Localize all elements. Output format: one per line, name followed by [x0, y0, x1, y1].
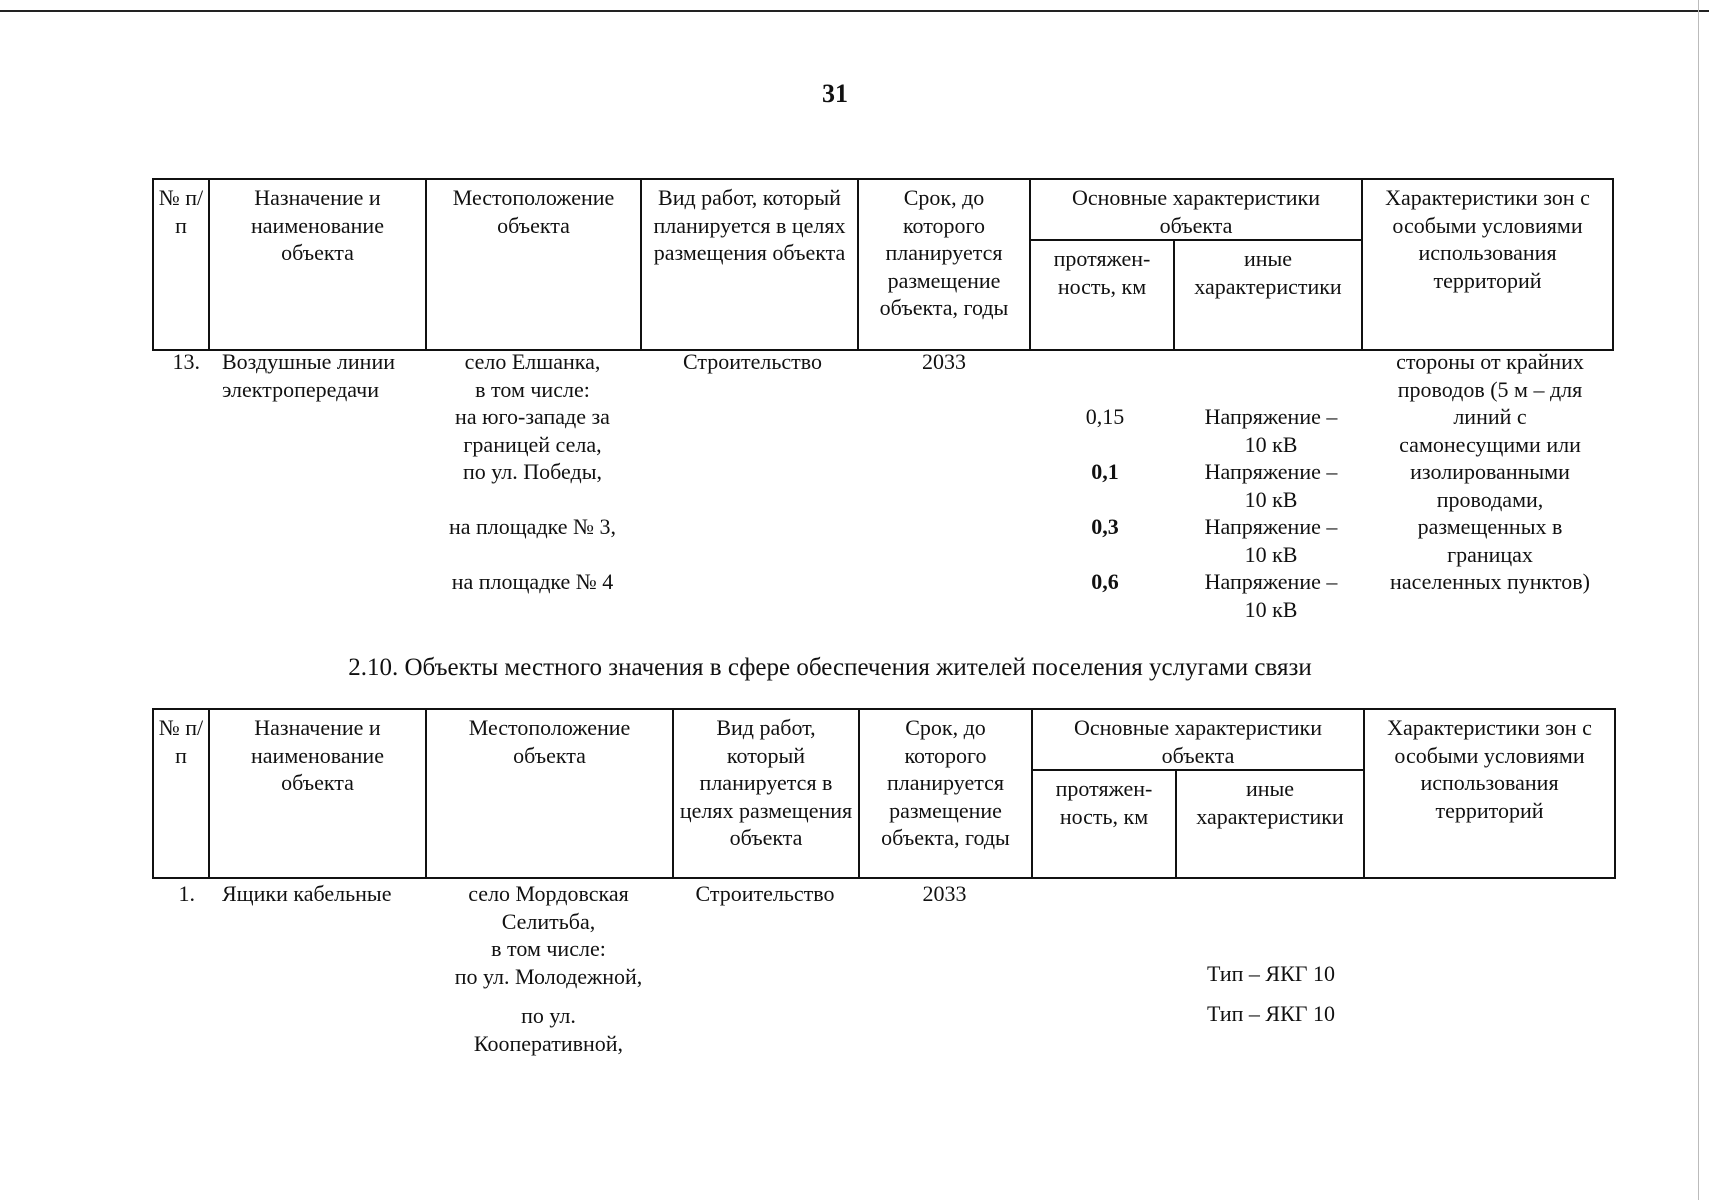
header-name: Назначение и наименование объекта	[209, 709, 426, 878]
header-deadline: Срок, до которого планируется размещение объекта, годы	[858, 179, 1030, 350]
t1-name-line: Воздушные линии	[222, 349, 395, 374]
header-other: иные характеристики	[1174, 240, 1362, 350]
t1-location-line: село Елшанка,	[464, 349, 601, 374]
t1-zones-line: проводов (5 м – для	[1397, 376, 1583, 402]
t1-voltage-label: Напряжение –	[1204, 569, 1338, 594]
header-num: № п/п	[153, 709, 209, 878]
t1-object-name	[222, 348, 432, 403]
top-scan-rule	[0, 10, 1709, 12]
header-main-characteristics: Основные характеристики объекта	[1032, 709, 1364, 770]
t1-zones-line: стороны от крайних	[1396, 349, 1584, 374]
t1-zones	[1365, 348, 1615, 596]
right-scan-edge	[1698, 0, 1699, 1200]
t1-zones-line: границах	[1447, 541, 1533, 567]
section-title: 2.10. Объекты местного значения в сфере обеспечения жителей поселения услугами связи	[348, 654, 1312, 681]
t1-zones-line: размещенных в	[1417, 514, 1563, 539]
t1-row-number: 13.	[172, 349, 200, 374]
t1-location-line: на юго-западе за	[455, 404, 610, 429]
t1-voltage-label: Напряжение –	[1204, 404, 1338, 429]
t1-zones-line: населенных пунктов)	[1390, 569, 1590, 594]
t1-voltage-value: 10 кВ	[1244, 596, 1298, 622]
header-work-type: Вид работ, который планируется в целях размещения объекта	[673, 709, 859, 878]
t1-work-type: Строительство	[682, 349, 823, 374]
t2-deadline: 2033	[922, 881, 967, 906]
t1-voltage	[1177, 458, 1365, 513]
header-name: Назначение и наименование объекта	[209, 179, 426, 350]
table1-header	[152, 178, 1614, 351]
header-zones: Характеристики зон с особыми условиями использования территорий	[1362, 179, 1613, 350]
t1-zones-line: линий с	[1453, 404, 1527, 429]
t2-location-line: село Мордовская	[468, 881, 629, 906]
header-other: иные характеристики	[1176, 770, 1364, 878]
t1-location-line: границей села,	[463, 431, 602, 457]
header-length: протяжен-ность, км	[1032, 770, 1176, 878]
t1-voltage-value: 10 кВ	[1244, 541, 1298, 567]
t1-location-line: в том числе:	[475, 376, 590, 402]
header-zones: Характеристики зон с особыми условиями использования территорий	[1364, 709, 1615, 878]
header-work-type: Вид работ, который планируется в целях размещения объекта	[641, 179, 858, 350]
t2-location-line: Кооперативной,	[473, 1030, 624, 1056]
t1-length: 0,1	[1091, 459, 1119, 484]
header-location: Местоположение объекта	[426, 179, 641, 350]
t2-type: Тип – ЯКГ 10	[1206, 961, 1335, 986]
t1-location	[425, 348, 640, 596]
t2-type: Тип – ЯКГ 10	[1206, 1001, 1335, 1026]
t2-location-line: в том числе:	[491, 936, 606, 961]
t1-voltage-label: Напряжение –	[1204, 514, 1338, 539]
t2-location-line: по ул.	[521, 1003, 576, 1028]
header-main-characteristics: Основные характеристики объекта	[1030, 179, 1362, 240]
t1-voltage	[1177, 403, 1365, 458]
t1-voltage-value: 10 кВ	[1244, 431, 1298, 457]
header-deadline: Срок, до которого планируется размещение объекта, годы	[859, 709, 1032, 878]
t1-location-line: по ул. Победы,	[462, 459, 603, 484]
t2-location	[425, 880, 672, 1057]
t2-location-line: Селитьба,	[501, 908, 596, 934]
table2-header	[152, 708, 1616, 879]
t2-location-line: по ул. Молодежной,	[454, 963, 643, 989]
t2-work-type: Строительство	[695, 881, 835, 906]
t1-length: 0,15	[1085, 404, 1125, 429]
header-length: протяжен-ность, км	[1030, 240, 1174, 350]
t2-object-name: Ящики кабельные	[222, 881, 392, 906]
t1-zones-line: проводами,	[1436, 486, 1544, 512]
t1-deadline: 2033	[922, 349, 966, 374]
t2-row-number: 1.	[178, 881, 195, 906]
t1-voltage-value: 10 кВ	[1244, 486, 1298, 512]
header-num: № п/п	[153, 179, 209, 350]
t1-voltage	[1177, 513, 1365, 568]
t1-length: 0,6	[1091, 569, 1119, 594]
t1-zones-line: самонесущими или	[1399, 431, 1581, 457]
t1-location-line: на площадке № 4	[451, 569, 614, 594]
t1-name-line: электропередачи	[222, 376, 379, 402]
t1-voltage	[1177, 568, 1365, 623]
t1-location-line: на площадке № 3,	[448, 514, 617, 539]
t1-zones-line: изолированными	[1410, 459, 1570, 484]
t1-voltage-label: Напряжение –	[1204, 459, 1338, 484]
t1-length: 0,3	[1091, 514, 1119, 539]
page-number: 31	[822, 79, 848, 108]
header-location: Местоположение объекта	[426, 709, 673, 878]
